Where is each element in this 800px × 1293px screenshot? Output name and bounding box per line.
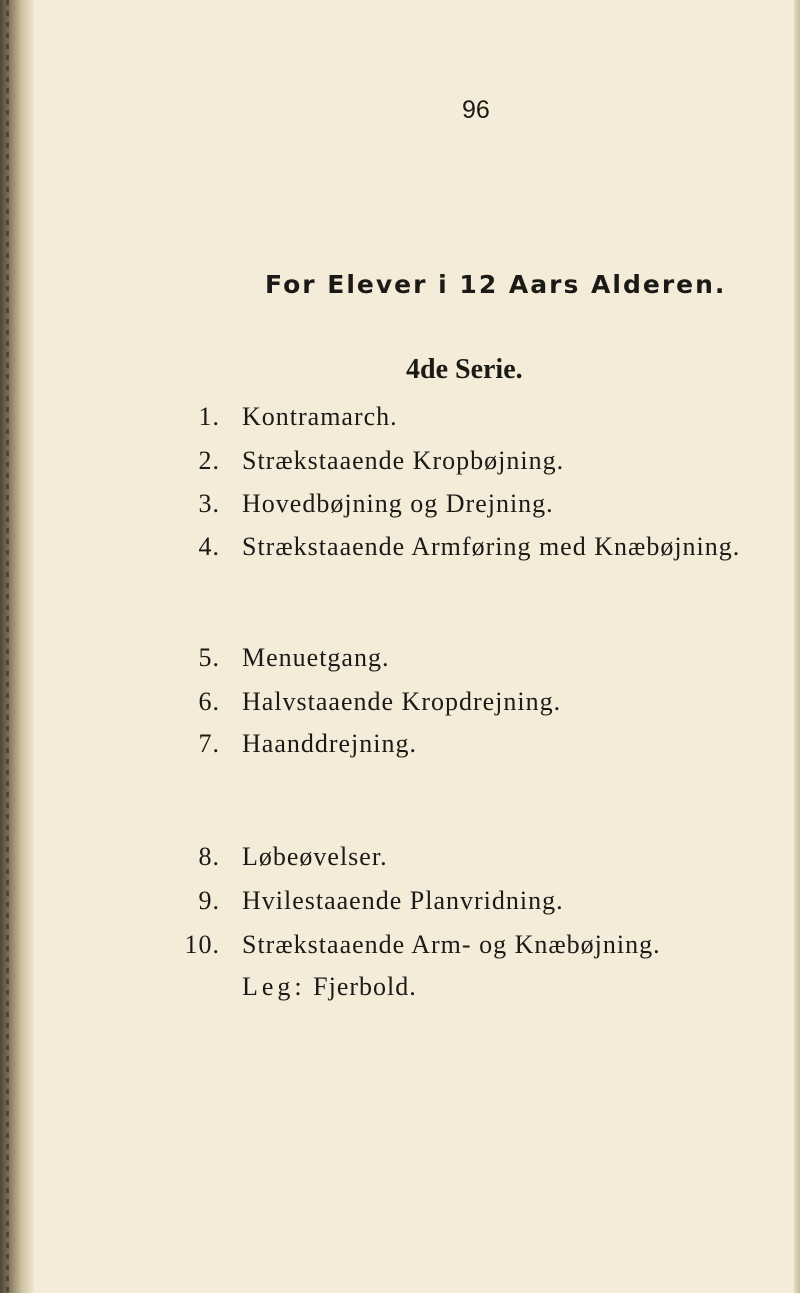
item-number: 10. (184, 930, 220, 959)
item-number: 7. (198, 729, 220, 758)
page-number: 96 (462, 96, 490, 124)
item-text: Hvilestaaende Planvridning. (242, 886, 564, 915)
item-number: 3. (198, 489, 220, 518)
item-number: 8. (198, 842, 220, 871)
game-label: Leg: (242, 972, 306, 1001)
item-number: 2. (198, 446, 220, 475)
item-number: 1. (198, 402, 220, 431)
item-text: Strækstaaende Armføring med Knæbøjning. (242, 532, 741, 561)
series-title: 4de Serie. (406, 354, 523, 385)
item-text: Strækstaaende Kropbøjning. (242, 446, 565, 475)
item-text: Halvstaaende Kropdrejning. (242, 687, 562, 716)
game-line (242, 972, 417, 1002)
item-text: Hovedbøjning og Drejning. (242, 489, 554, 518)
item-number: 9. (198, 886, 220, 915)
item-text: Haanddrejning. (242, 729, 418, 758)
item-number: 4. (198, 532, 220, 561)
item-number: 5. (198, 643, 220, 672)
book-binding (0, 0, 34, 1293)
item-number: 6. (198, 687, 220, 716)
item-text: Strækstaaende Arm- og Knæbøjning. (242, 930, 661, 959)
page-edge (794, 0, 800, 1293)
item-text: Løbeøvelser. (242, 842, 388, 871)
item-text: Kontramarch. (242, 402, 398, 431)
page-heading: For Elever i 12 Aars Alderen. (265, 270, 727, 299)
game-name: Fjerbold. (313, 972, 417, 1001)
item-text: Menuetgang. (242, 643, 390, 672)
